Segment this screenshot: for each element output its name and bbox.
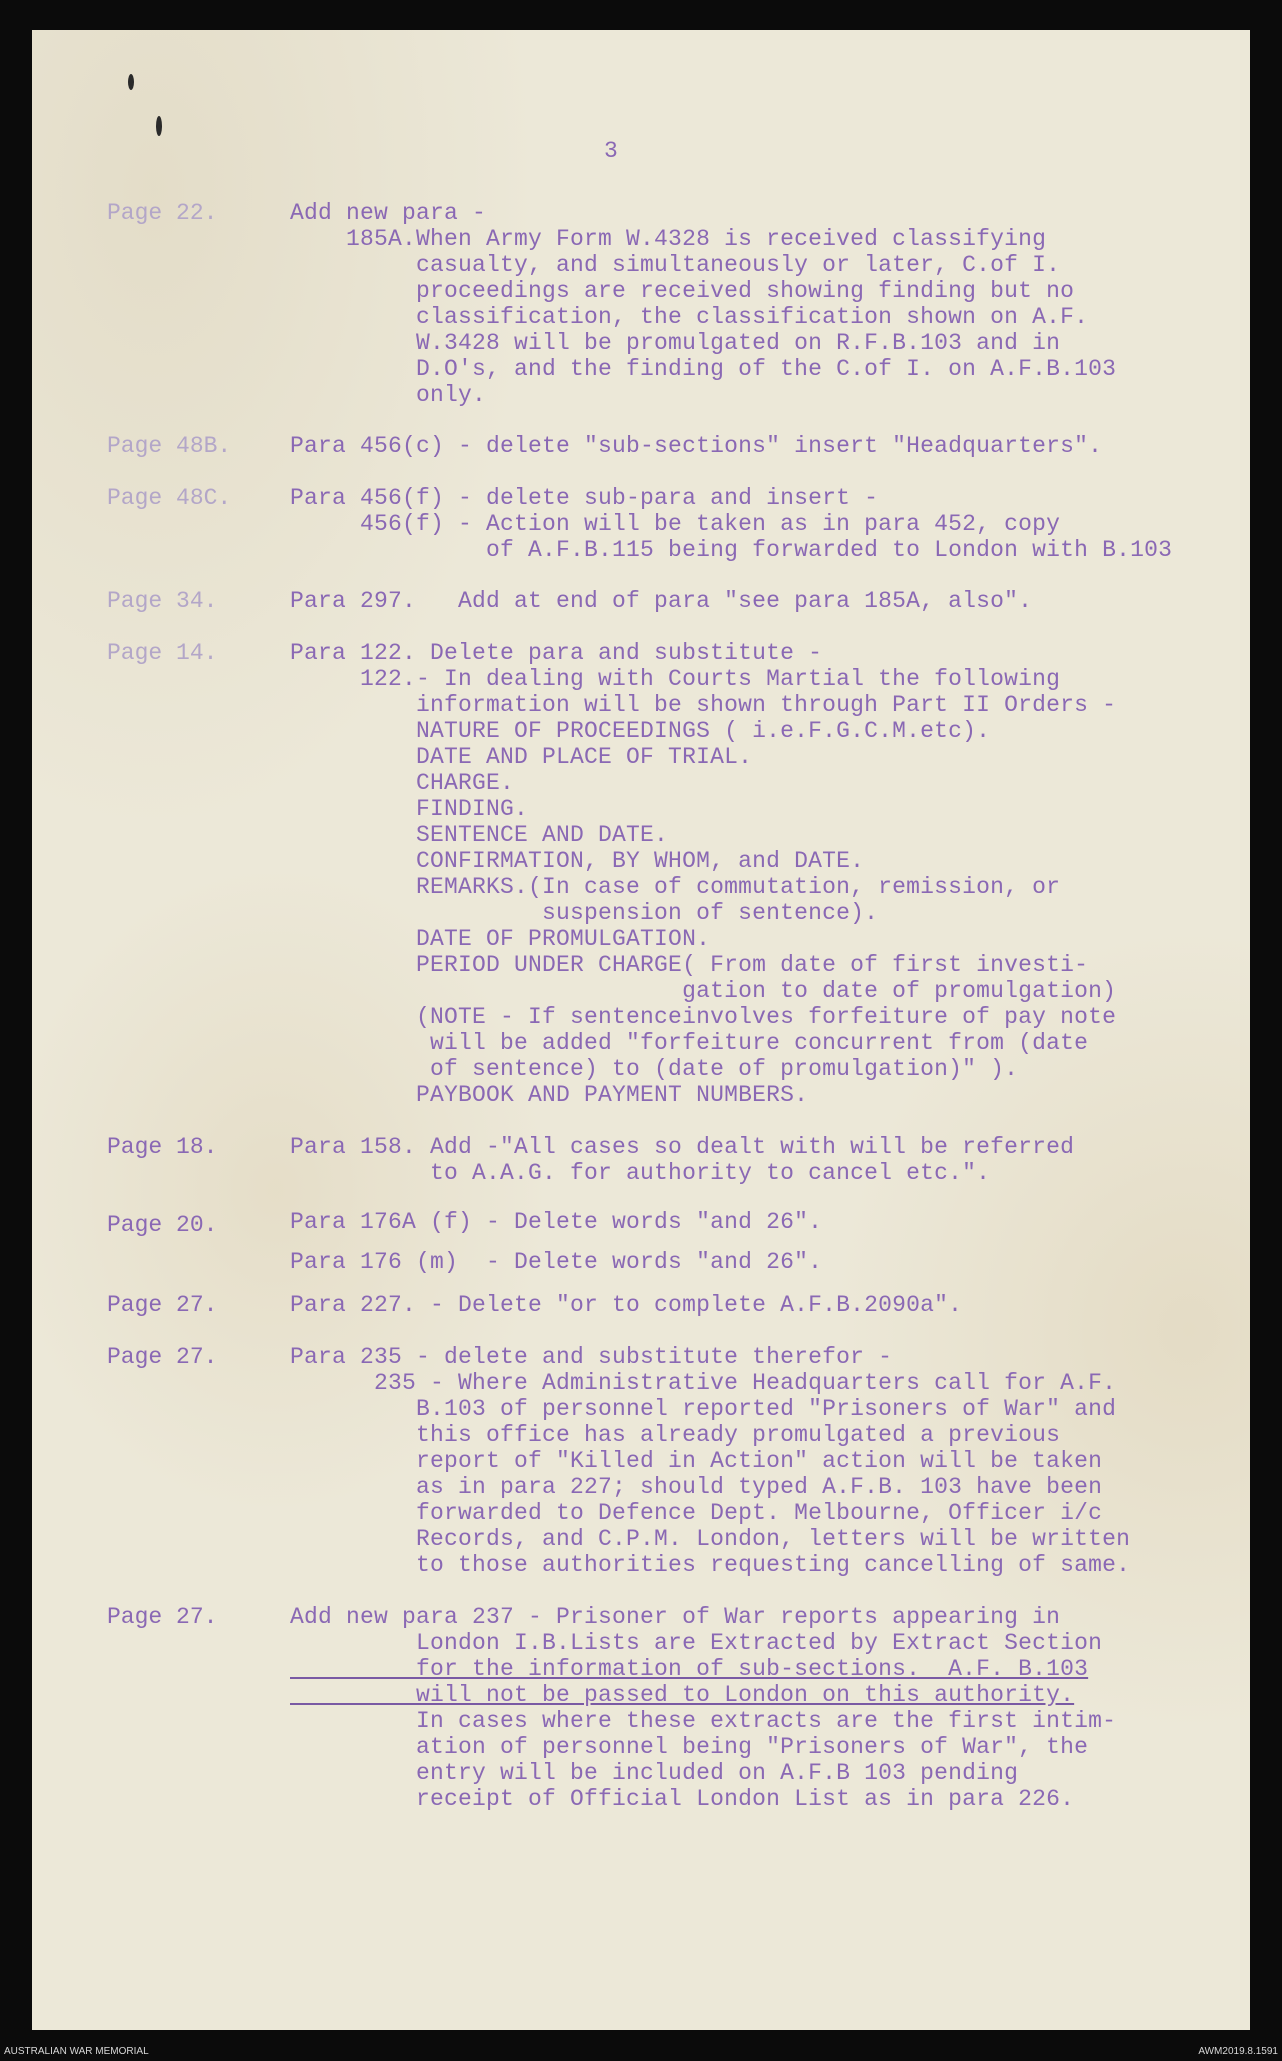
entry-text: Para 456(c) - delete "sub-sections" insert "Headquarters". xyxy=(290,433,1103,459)
punch-mark xyxy=(128,74,134,90)
entry-text: Para 176A (f) - Delete words "and 26". Para 176 (m) - Delete words "and 26". xyxy=(290,1209,823,1275)
punch-mark xyxy=(156,116,162,136)
entry-page-ref: Page 18. xyxy=(107,1134,218,1160)
entry-page-ref: Page 14. xyxy=(107,640,218,666)
entry-page-ref: Page 48B. xyxy=(107,433,232,459)
entry-text: Para 235 - delete and substitute therefor - 235 - Where Administrative Headquarters call for A.F. B.103 of personnel reported "Prisoners of War" and this office has already promulgated a previous report of "Killed in Action" action will be taken as in para 227; should typed A.F.B. 103 have been forwarded to Defence Dept. Melbourne, Officer i/c Records, and C.P.M. London, letters will be written to those authorities requesting cancelling of same. xyxy=(290,1344,1131,1578)
footer-institution: AUSTRALIAN WAR MEMORIAL xyxy=(4,2046,149,2057)
footer-accession-number: AWM2019.8.1591 xyxy=(1198,2046,1278,2057)
entry-text: Para 227. - Delete "or to complete A.F.B.2090a". xyxy=(290,1292,963,1318)
entry-page-ref: Page 48C. xyxy=(107,485,232,511)
entry-page-ref: Page 20. xyxy=(107,1212,218,1238)
entry-text: Para 456(f) - delete sub-para and insert - 456(f) - Action will be taken as in para 452, copy of A.F.B.115 being forwarded to London with B.103 xyxy=(290,485,1173,563)
entry-text: Add new para 237 - Prisoner of War reports appearing in London I.B.Lists are Extracted by Extract Section for the information of sub-sections. A.F. B.103 will not be passed to London on this authority. In cases where these extracts are the first intim- ation of personnel being "Prisoners of War", the entry will be included on A.F.B 103 pending receipt of Official London List as in para 226. xyxy=(290,1604,1117,1812)
entry-page-ref: Page 22. xyxy=(107,200,218,226)
entry-text: Add new para - 185A.When Army Form W.4328 is received classifying casualty, and simultaneously or later, C.of I. proceedings are received showing finding but no classification, the classification shown on A.F. W.3428 will be promulgated on R.F.B.103 and in D.O's, and the finding of the C.of I. on A.F.B.103 only. xyxy=(290,200,1117,408)
entry-page-ref: Page 27. xyxy=(107,1604,218,1630)
entry-page-ref: Page 34. xyxy=(107,588,218,614)
entry-page-ref: Page 27. xyxy=(107,1344,218,1370)
entry-text: Para 158. Add -"All cases so dealt with will be referred to A.A.G. for authority to cancel etc.". xyxy=(290,1134,1075,1186)
entry-page-ref: Page 27. xyxy=(107,1292,218,1318)
entry-text: Para 297. Add at end of para "see para 185A, also". xyxy=(290,588,1033,614)
entry-text: Para 122. Delete para and substitute - 122.- In dealing with Courts Martial the following information will be shown through Part II Orders - NATURE OF PROCEEDINGS ( i.e.F.G.C.M.etc). DATE AND PLACE OF TRIAL. CHARGE. FINDING. SENTENCE AND DATE. CONFIRMATION, BY WHOM, and DATE. REMARKS.(In case of commutation, remission, or suspension of sentence). DATE OF PROMULGATION. PERIOD UNDER CHARGE( From date of first investi- gation to date of promulgation) (NOTE - If sentenceinvolves forfeiture of pay note will be added "forfeiture concurrent from (date of sentence) to (date of promulgation)" ). PAYBOOK AND PAYMENT NUMBERS. xyxy=(290,640,1117,1108)
page-number: 3 xyxy=(604,138,618,164)
